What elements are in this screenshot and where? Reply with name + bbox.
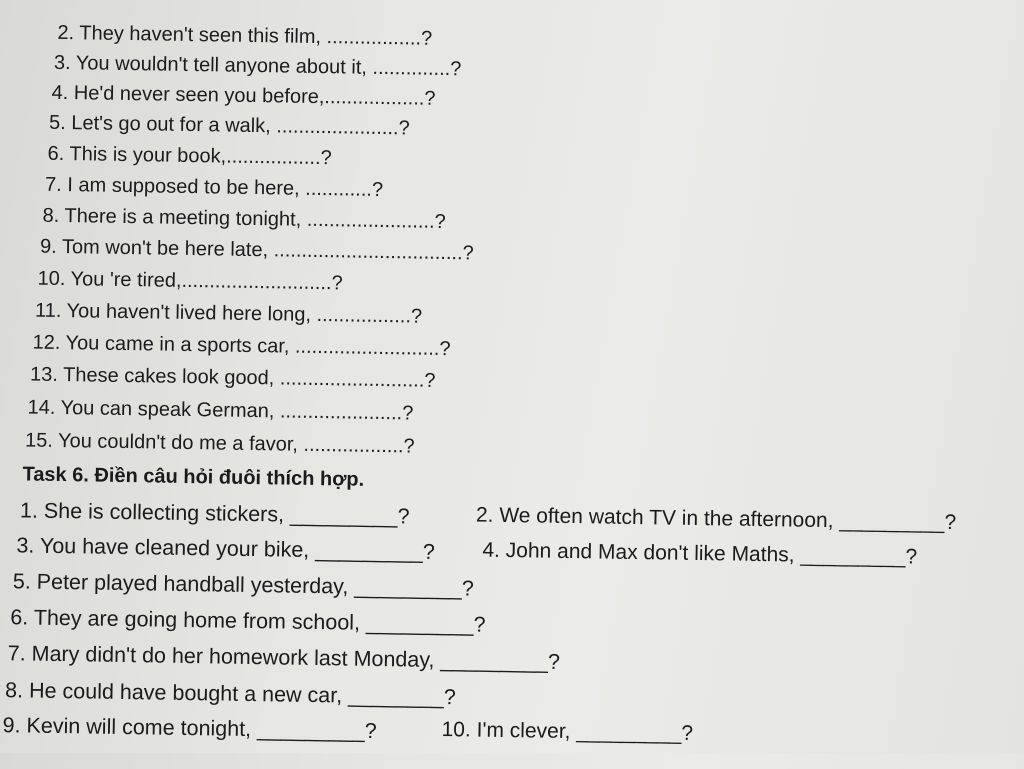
task6-item-1: 1. She is collecting stickers, _________? <box>19 498 410 529</box>
task5-item-3: 3. You wouldn't tell anyone about it, ..............? <box>53 51 462 81</box>
task6-item-7: 7. Mary didn't do her homework last Monday, _________? <box>7 641 561 674</box>
task5-item-15: 15. You couldn't do me a favor, ..................? <box>24 429 415 458</box>
task5-item-10: 10. You 're tired,...........................? <box>37 267 343 295</box>
task5-item-9: 9. Tom won't be here late, ..................................? <box>39 235 474 265</box>
task5-item-12: 12. You came in a sports car, ..........................? <box>32 331 451 361</box>
task5-item-5: 5. Let's go out for a walk, ......................? <box>48 111 410 140</box>
task6-item-10: 10. I'm clever, _________? <box>441 718 694 745</box>
task5-item-2: 2. They haven't seen this film, .................? <box>57 21 433 50</box>
task6-item-6: 6. They are going home from school, _________? <box>10 605 486 637</box>
task6-item-8: 8. He could have bought a new car, ________? <box>4 678 456 710</box>
task6-heading: Task 6. Điền câu hỏi đuôi thích hợp. <box>22 463 365 491</box>
task6-item-3: 3. You have cleaned your bike, _________? <box>16 533 435 564</box>
task6-item-4: 4. John and Max don't like Maths, _________? <box>482 538 918 569</box>
task5-item-14: 14. You can speak German, ......................? <box>27 396 414 425</box>
task5-item-13: 13. These cakes look good, ..........................? <box>29 363 436 392</box>
task6-item-2: 2. We often watch TV in the afternoon, _________? <box>475 503 957 535</box>
task5-item-7: 7. I am supposed to be here, ............? <box>44 173 384 202</box>
task5-item-4: 4. He'd never seen you before,..................? <box>51 81 436 110</box>
task6-item-5: 5. Peter played handball yesterday, _________? <box>12 569 475 601</box>
task5-item-11: 11. You haven't lived here long, .................? <box>34 299 423 328</box>
task6-item-9: 9. Kevin will come tonight, _________? <box>2 713 377 744</box>
task5-item-8: 8. There is a meeting tonight, .......................? <box>42 204 446 234</box>
task5-item-6: 6. This is your book,.................? <box>47 142 332 170</box>
